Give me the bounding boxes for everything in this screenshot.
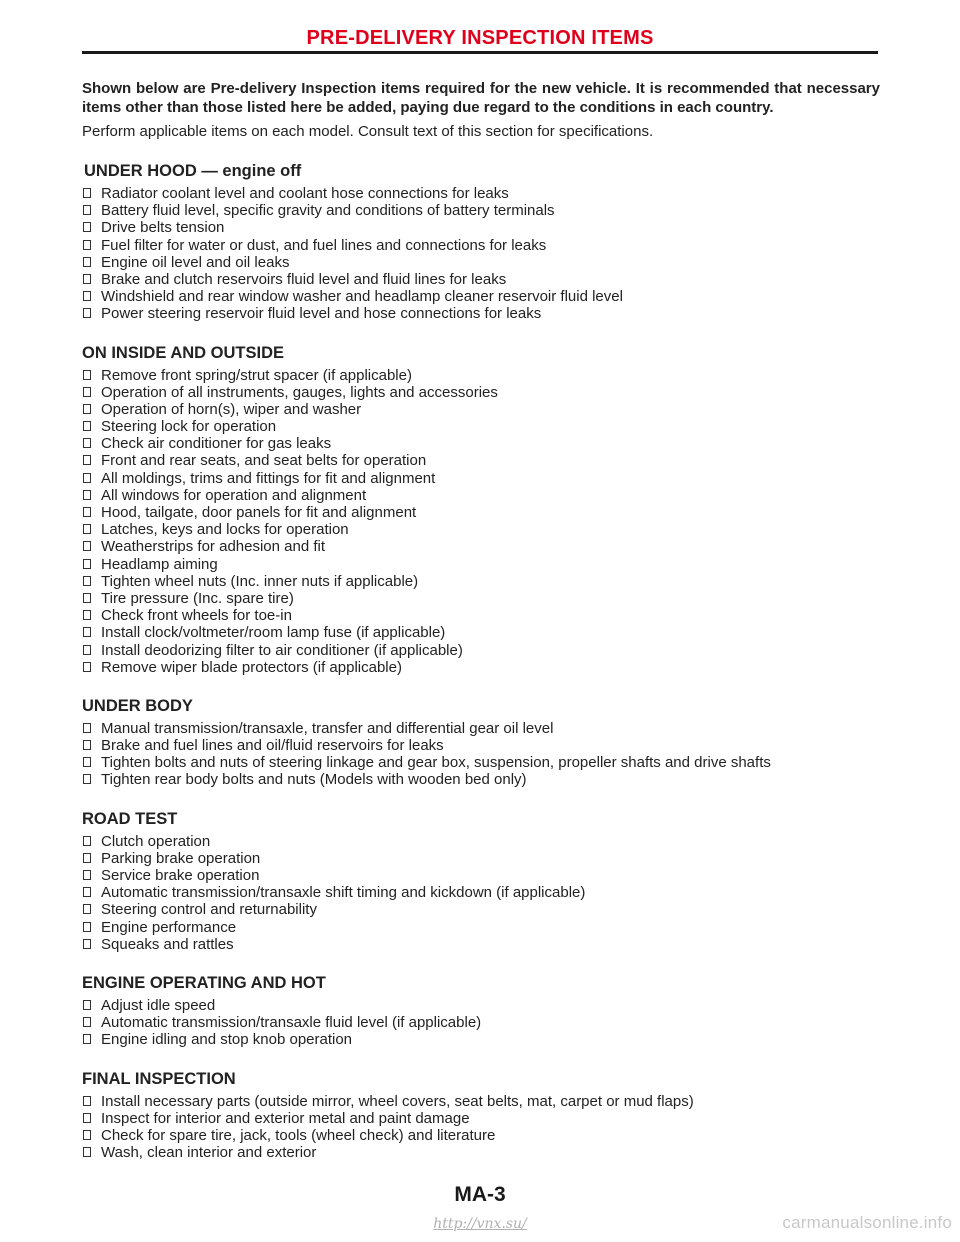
checkbox-icon: [83, 291, 91, 301]
checklist-item-text: Squeaks and rattles: [101, 935, 234, 953]
checkbox-icon: [83, 490, 91, 500]
checkbox-icon: [83, 757, 91, 767]
section-title: FINAL INSPECTION: [82, 1069, 236, 1088]
checklist-item-text: Weatherstrips for adhesion and fit: [101, 538, 326, 556]
checkbox-icon: [83, 740, 91, 750]
checklist-item-text: Fuel filter for water or dust, and fuel lines and connections for leaks: [101, 236, 547, 254]
checklist-item: [82, 919, 880, 936]
checklist-item: [82, 607, 880, 624]
checklist-item: [82, 470, 880, 487]
checklist-item-text: Engine performance: [101, 918, 237, 936]
checklist-item: [82, 367, 880, 384]
checkbox-icon: [83, 939, 91, 949]
checklist-item: [82, 754, 880, 771]
checklist-item-text: Windshield and rear window washer and headlamp cleaner reservoir fluid level: [101, 288, 623, 306]
checklist-item: [82, 384, 880, 401]
checklist-item: [82, 254, 880, 271]
checkbox-icon: [83, 438, 91, 448]
checklist-item: [82, 556, 880, 573]
checkbox-icon: [83, 645, 91, 655]
checklist-item-text: All windows for operation and alignment: [101, 486, 367, 504]
checkbox-icon: [83, 774, 91, 784]
checklist-item: [82, 219, 880, 236]
checklist-item: [82, 901, 880, 918]
checklist-item-text: All moldings, trims and fittings for fit and alignment: [101, 469, 436, 487]
checkbox-icon: [83, 205, 91, 215]
footer-link[interactable]: http://vnx.su/: [433, 1216, 527, 1232]
checklist-item: [82, 1014, 880, 1031]
checklist-item: [82, 1110, 880, 1127]
checklist-item: [82, 538, 880, 555]
checklist-item-text: Operation of all instruments, gauges, lights and accessories: [101, 383, 498, 401]
checklist-item: [82, 720, 880, 737]
section-title: ENGINE OPERATING AND HOT: [82, 973, 326, 992]
checkbox-icon: [83, 240, 91, 250]
checklist-item: [82, 850, 880, 867]
checklist-item: [82, 288, 880, 305]
checkbox-icon: [83, 421, 91, 431]
checklist-item-text: Remove front spring/strut spacer (if applicable): [101, 366, 412, 384]
section-engine-hot: [82, 973, 880, 1049]
checkbox-icon: [83, 836, 91, 846]
checklist-item-text: Automatic transmission/transaxle fluid level (if applicable): [101, 1014, 482, 1032]
checklist-item-text: Battery fluid level, specific gravity and conditions of battery terminals: [101, 202, 555, 220]
header-rule: [82, 51, 878, 54]
watermark: carmanualsonline.info: [782, 1213, 952, 1232]
section-under-hood: [82, 161, 880, 323]
checkbox-icon: [83, 541, 91, 551]
section-final-inspection: [82, 1069, 880, 1162]
checklist-item-text: Clutch operation: [101, 832, 211, 850]
checklist-item: [82, 867, 880, 884]
checklist: [82, 720, 880, 789]
checklist-item-text: Tire pressure (Inc. spare tire): [101, 589, 294, 607]
checklist-item: [82, 997, 880, 1014]
checkbox-icon: [83, 455, 91, 465]
checklist-item-text: Brake and clutch reservoirs fluid level and fluid lines for leaks: [101, 270, 507, 288]
checklist-item-text: Power steering reservoir fluid level and hose connections for leaks: [101, 305, 542, 323]
checklist-item-text: Install deodorizing filter to air conditioner (if applicable): [101, 641, 463, 659]
checklist-item-text: Adjust idle speed: [101, 996, 216, 1014]
checkbox-icon: [83, 274, 91, 284]
checkbox-icon: [83, 1000, 91, 1010]
checklist-item-text: Automatic transmission/transaxle shift timing and kickdown (if applicable): [101, 884, 586, 902]
checklist-item: [82, 1144, 880, 1161]
checklist-item-text: Steering control and returnability: [101, 901, 317, 919]
checklist-item-text: Check for spare tire, jack, tools (wheel check) and literature: [101, 1126, 496, 1144]
section-inside-outside: [82, 343, 880, 676]
checkbox-icon: [83, 593, 91, 603]
checklist-item: [82, 504, 880, 521]
checkbox-icon: [83, 887, 91, 897]
checkbox-icon: [83, 1147, 91, 1157]
checkbox-icon: [83, 1034, 91, 1044]
checklist: [82, 1093, 880, 1162]
checkbox-icon: [83, 576, 91, 586]
checklist-item-text: Check air conditioner for gas leaks: [101, 435, 332, 453]
intro-bold-paragraph: Shown below are Pre-delivery Inspection items required for the new vehicle. It is recommended that necessary items other than those listed here be added, paying due regard to the conditions in each country.: [82, 80, 880, 116]
checklist-item-text: Engine oil level and oil leaks: [101, 253, 290, 271]
page-header: [82, 22, 878, 58]
section-title: ROAD TEST: [82, 809, 178, 828]
checklist-item: [82, 487, 880, 504]
checkbox-icon: [83, 723, 91, 733]
checkbox-icon: [83, 387, 91, 397]
checklist: [82, 185, 880, 323]
checklist: [82, 367, 880, 676]
checklist-item-text: Drive belts tension: [101, 219, 225, 237]
checklist-item-text: Engine idling and stop knob operation: [101, 1031, 353, 1049]
checklist-item: [82, 452, 880, 469]
checkbox-icon: [83, 610, 91, 620]
checkbox-icon: [83, 559, 91, 569]
checkbox-icon: [83, 922, 91, 932]
checklist-item: [82, 884, 880, 901]
checklist-item: [82, 401, 880, 418]
checklist-item: [82, 624, 880, 641]
checklist-item: [82, 271, 880, 288]
checklist-item: [82, 833, 880, 850]
section-title: UNDER HOOD — engine off: [84, 162, 302, 180]
checkbox-icon: [83, 188, 91, 198]
checklist-item: [82, 936, 880, 953]
checklist-item-text: Hood, tailgate, door panels for fit and alignment: [101, 504, 417, 521]
checklist-item-text: Radiator coolant level and coolant hose connections for leaks: [101, 185, 509, 202]
checklist-item-text: Latches, keys and locks for operation: [101, 521, 349, 539]
checklist-item: [82, 202, 880, 219]
checklist-item: [82, 659, 880, 676]
checklist-item-text: Inspect for interior and exterior metal and paint damage: [101, 1109, 470, 1127]
checklist-item: [82, 737, 880, 754]
checklist-item: [82, 573, 880, 590]
checklist-item: [82, 1127, 880, 1144]
checklist-item-text: Wash, clean interior and exterior: [101, 1144, 317, 1162]
checklist-item-text: Headlamp aiming: [101, 555, 218, 573]
checklist-item: [82, 418, 880, 435]
checklist-item: [82, 590, 880, 607]
section-road-test: [82, 809, 880, 953]
checklist-item: [82, 435, 880, 452]
page-title: PRE-DELIVERY INSPECTION ITEMS: [306, 27, 654, 49]
document-body: [82, 79, 880, 1161]
checklist: [82, 997, 880, 1049]
checkbox-icon: [83, 257, 91, 267]
checkbox-icon: [83, 853, 91, 863]
checklist-item-text: Manual transmission/transaxle, transfer and differential gear oil level: [101, 719, 554, 737]
checklist-item: [82, 642, 880, 659]
checkbox-icon: [83, 524, 91, 534]
checklist-item: [82, 237, 880, 254]
checklist-item: [82, 185, 880, 202]
checkbox-icon: [83, 222, 91, 232]
checklist-item-text: Steering lock for operation: [101, 418, 277, 436]
section-under-body: [82, 696, 880, 789]
checklist-item: [82, 1031, 880, 1048]
checkbox-icon: [83, 870, 91, 880]
section-title: UNDER BODY: [82, 696, 193, 715]
checklist-item-text: Check front wheels for toe-in: [101, 607, 292, 625]
checkbox-icon: [83, 662, 91, 672]
checkbox-icon: [83, 473, 91, 483]
checklist-item-text: Tighten bolts and nuts of steering linkage and gear box, suspension, propeller shafts and drive shafts: [101, 754, 771, 772]
checklist-item: [82, 771, 880, 788]
checklist-item-text: Install clock/voltmeter/room lamp fuse (if applicable): [101, 624, 446, 642]
checklist-item-text: Remove wiper blade protectors (if applicable): [101, 658, 402, 676]
checkbox-icon: [83, 904, 91, 914]
checklist-item-text: Install necessary parts (outside mirror, wheel covers, seat belts, mat, carpet or mud flaps): [101, 1092, 694, 1110]
checkbox-icon: [83, 1130, 91, 1140]
intro-paragraph: Perform applicable items on each model. Consult text of this section for specifications.: [82, 123, 654, 140]
checklist-item-text: Tighten rear body bolts and nuts (Models with wooden bed only): [101, 771, 527, 789]
checkbox-icon: [83, 507, 91, 517]
section-title: ON INSIDE AND OUTSIDE: [82, 343, 284, 362]
checkbox-icon: [83, 404, 91, 414]
checklist-item: [82, 305, 880, 322]
checklist-item-text: Service brake operation: [101, 867, 260, 884]
checkbox-icon: [83, 370, 91, 380]
checkbox-icon: [83, 627, 91, 637]
checklist-item-text: Brake and fuel lines and oil/fluid reservoirs for leaks: [101, 737, 444, 755]
checklist: [82, 833, 880, 953]
checklist-item-text: Tighten wheel nuts (Inc. inner nuts if applicable): [101, 572, 419, 590]
checklist-item: [82, 521, 880, 538]
checkbox-icon: [83, 308, 91, 318]
page-number: MA-3: [454, 1183, 506, 1206]
checkbox-icon: [83, 1113, 91, 1123]
checkbox-icon: [83, 1096, 91, 1106]
checkbox-icon: [83, 1017, 91, 1027]
checklist-item-text: Operation of horn(s), wiper and washer: [101, 400, 362, 418]
checklist-item-text: Front and rear seats, and seat belts for operation: [101, 452, 427, 470]
checklist-item-text: Parking brake operation: [101, 849, 261, 867]
checklist-item: [82, 1093, 880, 1110]
